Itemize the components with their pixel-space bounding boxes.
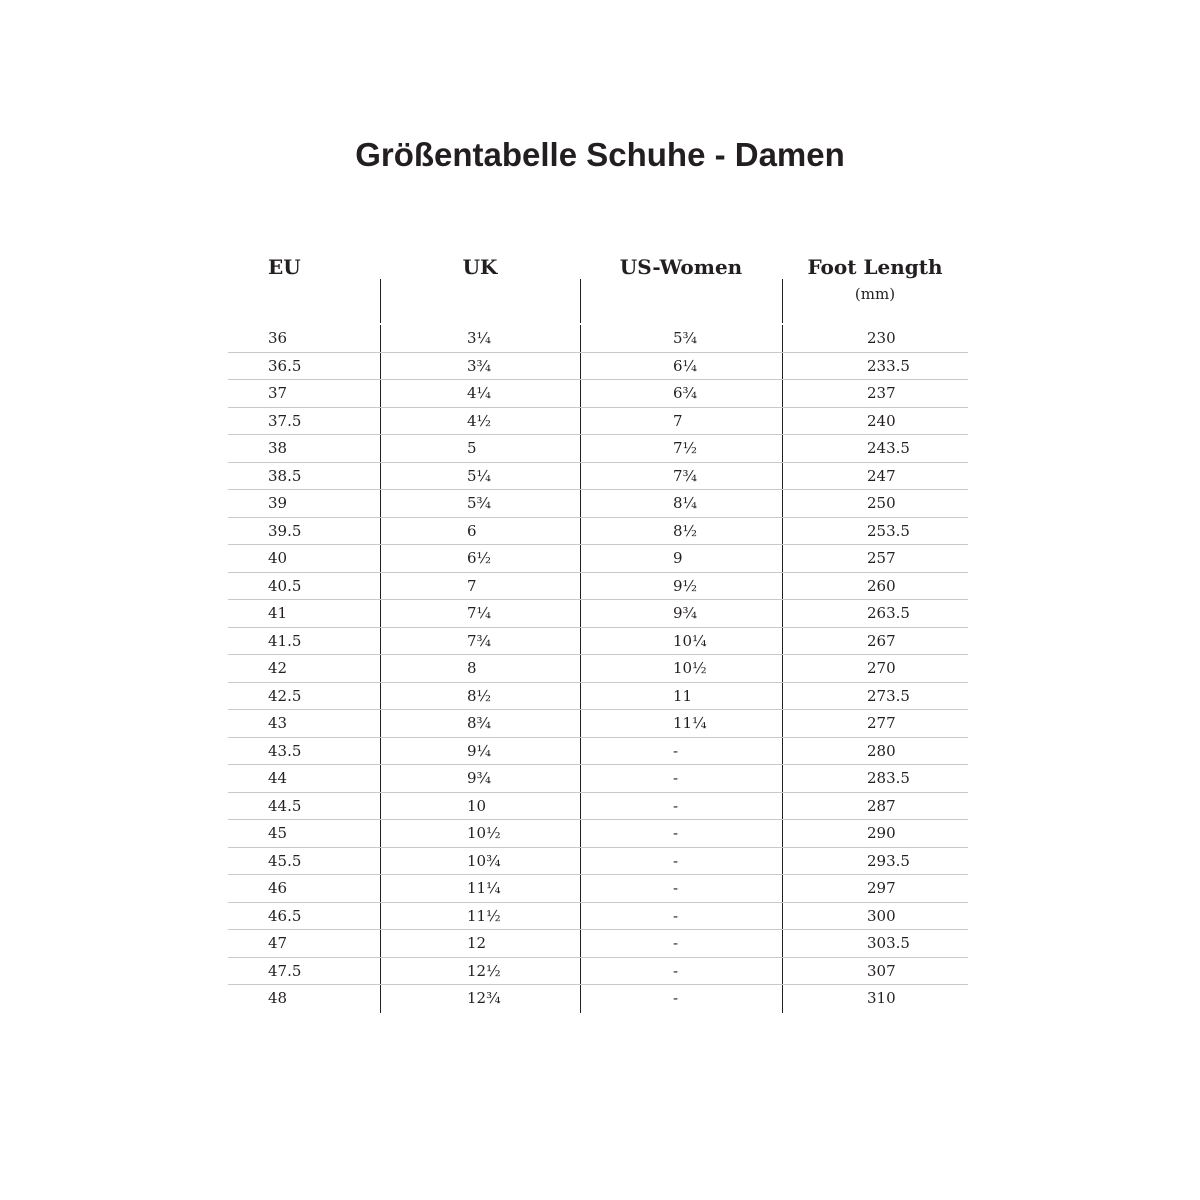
cell-us-women: 6¾ <box>580 380 782 407</box>
cell-us-women: 10½ <box>580 655 782 682</box>
cell-foot-length: 273.5 <box>782 683 968 710</box>
cell-foot-length: 253.5 <box>782 518 968 545</box>
cell-eu: 44.5 <box>268 796 302 815</box>
cell-foot-length: 247 <box>782 463 968 490</box>
table-row <box>228 573 968 601</box>
cell-us-women: - <box>580 765 782 792</box>
header-eu: EU <box>268 255 301 279</box>
table-row <box>228 518 968 546</box>
cell-foot-length: 233.5 <box>782 353 968 380</box>
header-uk-label: UK <box>462 255 498 279</box>
cell-eu: 41 <box>268 604 288 622</box>
cell-us-women: 11¼ <box>580 710 782 737</box>
table-row <box>228 820 968 848</box>
cell-us-women: - <box>580 930 782 957</box>
cell-uk: 5¾ <box>380 490 580 517</box>
table-row <box>228 903 968 931</box>
header-us-women-label: US-Women <box>619 255 743 279</box>
cell-uk: 4¼ <box>380 380 580 407</box>
cell-foot-length: 300 <box>782 903 968 930</box>
cell-foot-length: 310 <box>782 985 968 1013</box>
cell-eu: 48 <box>268 989 288 1007</box>
cell-foot-length: 243.5 <box>782 435 968 462</box>
cell-uk: 10½ <box>380 820 580 847</box>
cell-foot-length: 250 <box>782 490 968 517</box>
table-row <box>228 738 968 766</box>
cell-uk: 3¾ <box>380 353 580 380</box>
cell-eu: 46 <box>268 879 288 897</box>
table-row <box>228 875 968 903</box>
table-row <box>228 958 968 986</box>
cell-us-women: 11 <box>580 683 782 710</box>
cell-us-women: 7 <box>580 408 782 435</box>
cell-us-women: - <box>580 793 782 820</box>
cell-eu: 38 <box>268 439 288 457</box>
cell-us-women: 9½ <box>580 573 782 600</box>
page-title: Größentabelle Schuhe - Damen <box>355 136 845 173</box>
table-row <box>228 848 968 876</box>
cell-eu: 39.5 <box>268 521 302 540</box>
cell-eu: 38.5 <box>268 466 302 485</box>
table-row <box>228 408 968 436</box>
cell-us-women: 8¼ <box>580 490 782 517</box>
cell-foot-length: 267 <box>782 628 968 655</box>
column-divider <box>580 279 581 323</box>
cell-us-women: - <box>580 875 782 902</box>
cell-us-women: 9¾ <box>580 600 782 627</box>
cell-uk: 7¼ <box>380 600 580 627</box>
cell-uk: 10¾ <box>380 848 580 875</box>
table-row <box>228 463 968 491</box>
table-row <box>228 353 968 381</box>
cell-uk: 5¼ <box>380 463 580 490</box>
cell-uk: 7 <box>380 573 580 600</box>
table-row <box>228 710 968 738</box>
table-body <box>228 325 968 1013</box>
cell-eu: 39 <box>268 494 288 512</box>
table-row <box>228 793 968 821</box>
table-row <box>228 930 968 958</box>
cell-eu: 43.5 <box>268 741 302 760</box>
table-row <box>228 435 968 463</box>
cell-eu: 36.5 <box>268 356 302 375</box>
size-table <box>228 255 968 1013</box>
cell-eu: 41.5 <box>268 631 302 650</box>
cell-us-women: 6¼ <box>580 353 782 380</box>
cell-foot-length: 260 <box>782 573 968 600</box>
cell-eu: 36 <box>268 329 288 347</box>
cell-foot-length: 230 <box>782 325 968 352</box>
cell-foot-length: 257 <box>782 545 968 572</box>
cell-foot-length: 237 <box>782 380 968 407</box>
table-row <box>228 985 968 1013</box>
header-foot-length <box>782 255 968 325</box>
cell-eu: 40.5 <box>268 576 302 595</box>
cell-uk: 5 <box>380 435 580 462</box>
cell-uk: 8 <box>380 655 580 682</box>
table-row <box>228 545 968 573</box>
cell-us-women: - <box>580 738 782 765</box>
cell-foot-length: 280 <box>782 738 968 765</box>
cell-eu: 47 <box>268 934 288 952</box>
cell-uk: 8¾ <box>380 710 580 737</box>
cell-eu: 37.5 <box>268 411 302 430</box>
header-foot-length-unit: (mm) <box>854 285 896 303</box>
cell-us-women: - <box>580 903 782 930</box>
cell-us-women: - <box>580 958 782 985</box>
table-row <box>228 765 968 793</box>
cell-foot-length: 283.5 <box>782 765 968 792</box>
cell-uk: 6 <box>380 518 580 545</box>
cell-uk: 10 <box>380 793 580 820</box>
table-row <box>228 628 968 656</box>
cell-foot-length: 293.5 <box>782 848 968 875</box>
cell-us-women: - <box>580 985 782 1013</box>
cell-foot-length: 287 <box>782 793 968 820</box>
table-row <box>228 655 968 683</box>
cell-uk: 11¼ <box>380 875 580 902</box>
cell-eu: 43 <box>268 714 288 732</box>
cell-uk: 7¾ <box>380 628 580 655</box>
cell-uk: 6½ <box>380 545 580 572</box>
cell-us-women: 7½ <box>580 435 782 462</box>
cell-foot-length: 240 <box>782 408 968 435</box>
cell-eu: 42 <box>268 659 288 677</box>
cell-uk: 12¾ <box>380 985 580 1013</box>
cell-us-women: 10¼ <box>580 628 782 655</box>
table-header-row <box>228 255 968 325</box>
cell-uk: 9¾ <box>380 765 580 792</box>
cell-foot-length: 290 <box>782 820 968 847</box>
table-row <box>228 380 968 408</box>
cell-eu: 47.5 <box>268 961 302 980</box>
cell-us-women: 9 <box>580 545 782 572</box>
header-foot-length-label: Foot Length <box>807 255 943 279</box>
cell-us-women: - <box>580 820 782 847</box>
cell-eu: 45 <box>268 824 288 842</box>
cell-foot-length: 297 <box>782 875 968 902</box>
cell-foot-length: 307 <box>782 958 968 985</box>
table-row <box>228 325 968 353</box>
cell-uk: 12½ <box>380 958 580 985</box>
cell-us-women: - <box>580 848 782 875</box>
column-divider <box>782 279 783 323</box>
table-row <box>228 683 968 711</box>
cell-uk: 12 <box>380 930 580 957</box>
header-uk <box>380 255 580 325</box>
table-row <box>228 600 968 628</box>
cell-eu: 42.5 <box>268 686 302 705</box>
column-divider <box>380 279 381 323</box>
cell-uk: 8½ <box>380 683 580 710</box>
cell-uk: 4½ <box>380 408 580 435</box>
header-us-women <box>580 255 782 325</box>
cell-us-women: 8½ <box>580 518 782 545</box>
cell-uk: 3¼ <box>380 325 580 352</box>
cell-eu: 45.5 <box>268 851 302 870</box>
cell-foot-length: 270 <box>782 655 968 682</box>
table-row <box>228 490 968 518</box>
cell-eu: 40 <box>268 549 288 567</box>
cell-eu: 37 <box>268 384 288 402</box>
cell-us-women: 7¾ <box>580 463 782 490</box>
cell-foot-length: 303.5 <box>782 930 968 957</box>
cell-eu: 46.5 <box>268 906 302 925</box>
cell-uk: 11½ <box>380 903 580 930</box>
cell-uk: 9¼ <box>380 738 580 765</box>
cell-eu: 44 <box>268 769 288 787</box>
cell-foot-length: 277 <box>782 710 968 737</box>
cell-us-women: 5¾ <box>580 325 782 352</box>
cell-foot-length: 263.5 <box>782 600 968 627</box>
